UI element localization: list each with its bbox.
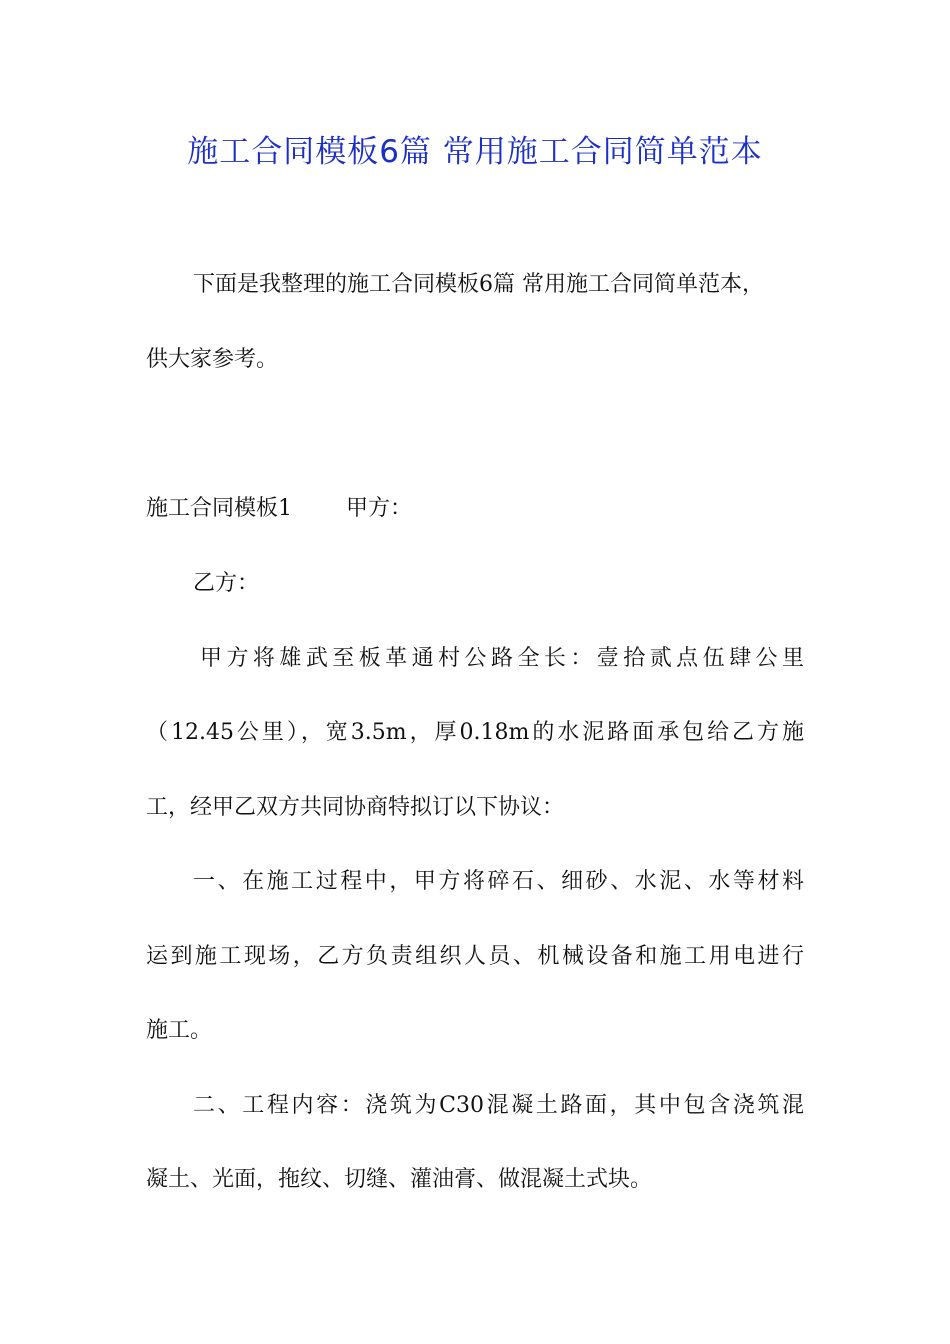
section-heading: 施工合同模板1 [146,496,292,521]
intro-line-1: 下面是我整理的施工合同模板6篇 常用施工合同简单范本， [193,272,764,297]
section-heading-row [146,494,412,524]
body-line: 甲方将雄武至板革通村公路全长：壹拾贰点伍肆公里 [200,646,804,671]
party-b-label: 乙方： [193,571,260,596]
body-line: 凝土、光面，拖纹、切缝、灌油膏、做混凝土式块。 [146,1167,653,1192]
body-line: （12.45公里），宽3.5m，厚0.18m的水泥路面承包给乙方施 [146,720,804,745]
body-line: 二、工程内容：浇筑为C30混凝土路面，其中包含浇筑混 [193,1093,804,1118]
intro-line-2: 供大家参考。 [146,347,279,372]
body-line: 一、在施工过程中，甲方将碎石、细砂、水泥、水等材料 [193,869,804,894]
body-line: 工，经甲乙双方共同协商特拟订以下协议： [146,795,565,820]
document-title: 施工合同模板6篇 常用施工合同简单范本 [187,134,763,170]
body-line: 施工。 [146,1018,213,1043]
party-a-label: 甲方： [346,496,413,521]
body-line: 运到施工现场，乙方负责组织人员、机械设备和施工用电进行 [146,944,804,969]
